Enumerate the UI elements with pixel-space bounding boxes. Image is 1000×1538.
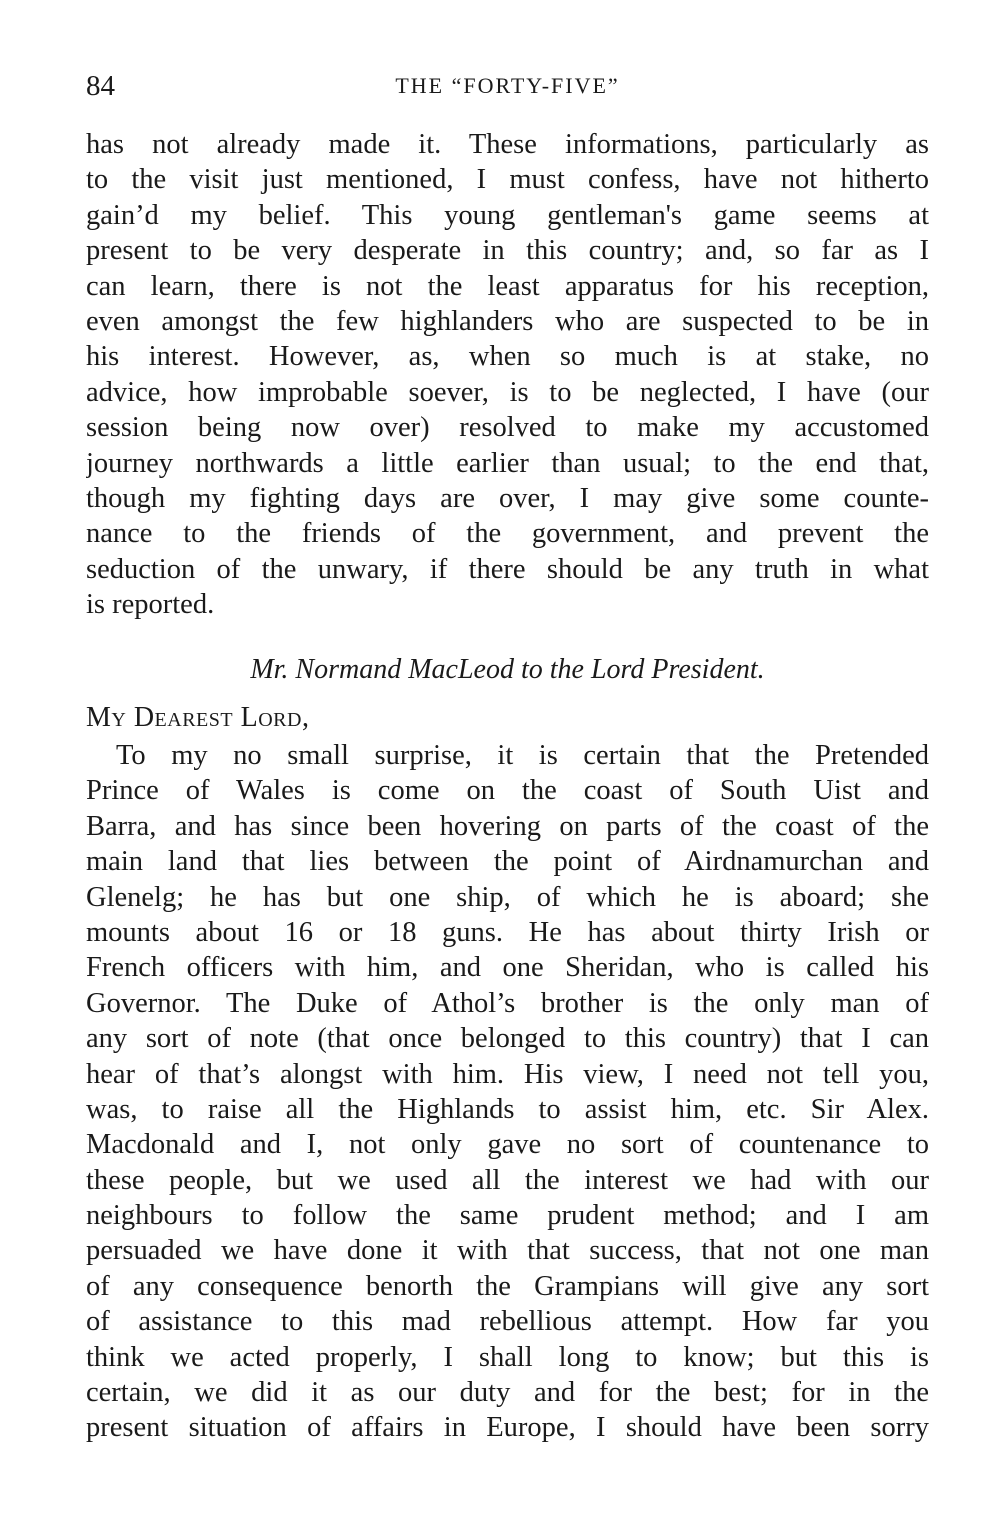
text-line: was, to raise all the Highlands to assist him, etc. Sir Alex. — [86, 1093, 929, 1125]
text-line: gain’d my belief. This young gentleman's game seems at — [86, 199, 929, 231]
text-line: certain, we did it as our duty and for the best; for in the — [86, 1377, 929, 1409]
text-line: hear of that’s alongst with him. His view, I need not tell you, — [86, 1058, 929, 1090]
letter-heading: Mr. Normand MacLeod to the Lord President. — [250, 654, 765, 685]
letter-body — [86, 738, 929, 1446]
text-line: any sort of note (that once belonged to this country) that I can — [86, 1023, 929, 1055]
text-line: advice, how improbable soever, is to be neglected, I have (our — [86, 376, 929, 408]
text-line: present situation of affairs in Europe, I should have been sorry — [86, 1412, 929, 1444]
text-line: session being now over) resolved to make my accustomed — [86, 412, 929, 444]
text-line: Glenelg; he has but one ship, of which he is aboard; she — [86, 881, 929, 913]
text-line: French officers with him, and one Sheridan, who is called his — [86, 952, 929, 984]
text-line: even amongst the few highlanders who are suspected to be in — [86, 305, 929, 337]
page-number: 84 — [86, 70, 115, 102]
text-line: of assistance to this mad rebellious attempt. How far you — [86, 1306, 929, 1338]
text-line: mounts about 16 or 18 guns. He has about thirty Irish or — [86, 916, 929, 948]
running-title: THE “FORTY-FIVE” — [395, 73, 620, 98]
text-line: think we acted properly, I shall long to know; but this is — [86, 1341, 929, 1373]
text-line: can learn, there is not the least apparatus for his reception, — [86, 270, 929, 302]
text-line: Barra, and has since been hovering on parts of the coast of the — [86, 810, 929, 842]
text-line: Prince of Wales is come on the coast of South Uist and — [86, 775, 929, 807]
text-line: to the visit just mentioned, I must confess, have not hitherto — [86, 164, 929, 196]
letter-salutation: My Dearest Lord, — [86, 702, 310, 733]
paragraph-opening — [86, 127, 929, 622]
running-head — [86, 66, 929, 106]
text-line: Macdonald and I, not only gave no sort of countenance to — [86, 1129, 929, 1161]
text-line: Governor. The Duke of Athol’s brother is the only man of — [86, 987, 929, 1019]
text-line: seduction of the unwary, if there should be any truth in what — [86, 553, 929, 585]
text-line: To my no small surprise, it is certain that the Pretended — [116, 740, 929, 771]
text-line: has not already made it. These informations, particularly as — [86, 129, 929, 160]
text-line: his interest. However, as, when so much is at stake, no — [86, 341, 929, 373]
text-line: these people, but we used all the interest we had with our — [86, 1164, 929, 1196]
text-line: present to be very desperate in this country; and, so far as I — [86, 235, 929, 267]
text-line: journey northwards a little earlier than usual; to the end that, — [86, 447, 929, 479]
text-line: though my fighting days are over, I may give some counte- — [86, 482, 929, 514]
text-line: persuaded we have done it with that success, that not one man — [86, 1235, 929, 1267]
text-line: neighbours to follow the same prudent method; and I am — [86, 1200, 929, 1232]
text-line: of any consequence benorth the Grampians will give any sort — [86, 1270, 929, 1302]
text-line: main land that lies between the point of Airdnamurchan and — [86, 846, 929, 878]
text-line: is reported. — [86, 589, 215, 621]
text-line: nance to the friends of the government, and prevent the — [86, 518, 929, 550]
